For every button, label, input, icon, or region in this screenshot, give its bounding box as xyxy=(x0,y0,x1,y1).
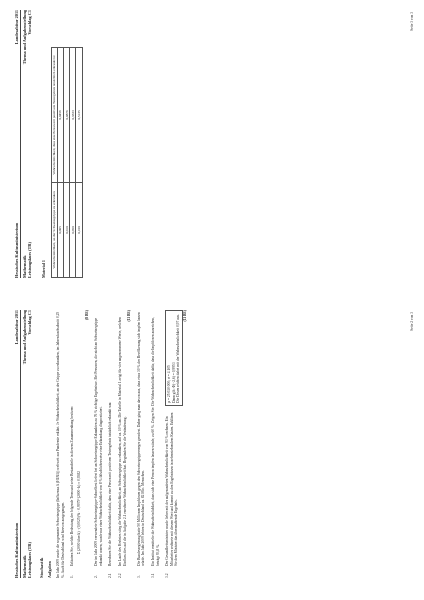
task-1 xyxy=(70,310,89,578)
table-cell: 0,005 xyxy=(57,183,63,278)
task-2 xyxy=(94,310,103,578)
box-line: µ = 25 010 000; σ = 4 105 xyxy=(167,365,172,403)
task-number: 3.1 xyxy=(150,573,155,578)
task-3-1 xyxy=(151,310,160,578)
task-text: Der Gesundheitsminister wurde lieber mit der aufgerundeten Wahrscheinlichkeit von 93 % rechnen. Ein Mitarbeiter rechnete mit diesem Wert und kommt zu den Ergebnissen in nebenstehendem Kasten. Erklären Sie dem Minister das überraschende Ergebnis. xyxy=(165,412,179,566)
task-points: (11 BE) xyxy=(182,310,187,322)
task-3 xyxy=(137,310,146,578)
task-text: Im Laufe des Herbstes stieg die Wahrscheinlichkeit, an Schweinegrippe zu erkranken, auf ca. 10 % an. Die Tabelle in Material 1 zeigt für vier angenommene Werte, welchen Einfluss dies auf die in Aufgabe 2.1 errechnete Wahrscheinlichkeit hat. Begründen Sie die Veränderung. xyxy=(117,317,127,566)
subsection-title: Aufgaben xyxy=(46,561,52,578)
task-text: Der im Jahr 2009 verwendete Schweinegrippe-Schnelltest liefert bei an Schweinegrippe Erkrankten zu 76 % richtige Ergebnisse. Bei Personen, die nicht an Schweinegrippe erkrankt waren, wurde nur einer Wahrscheinlichkeit von 8 % fälschlicherweise eine Erkrankung diagnostiziert. xyxy=(94,317,103,566)
task-number: 2. xyxy=(94,575,99,578)
task-2-1 xyxy=(108,310,113,578)
subject-name: Mathematik xyxy=(22,555,28,578)
material-title: Material 1 xyxy=(41,260,46,278)
box-line: Dann gilt: Φ(−2,6) = 0,9953 xyxy=(171,362,176,403)
task-number: 2.1 xyxy=(108,573,113,578)
course-name: Leistungskurs (TR) xyxy=(27,542,33,578)
probability-table xyxy=(51,47,83,278)
subject-type: Thema und Aufgabenstellung xyxy=(22,10,28,65)
intro-paragraph: Im Jahr 2009 wurde die sogenannte Schweinegrippe (Influenza A (H1N1)) weltweit zur Pandemie erklärt. Je Wahrscheinlichkeit, an der Grippe zu erkranken, im Jahresdurchschnitt 0,25 %. Auch für Deutschland wird hiervon ausgegangen. xyxy=(56,311,65,578)
variant-name: Vorschlag C1 xyxy=(27,310,33,335)
task-number: 3. xyxy=(136,575,141,578)
subject-type: Thema und Aufgabenstellung xyxy=(22,310,28,365)
page-header xyxy=(14,310,33,578)
table-header-cell: Wahrscheinlichkeit, an der Schweinegrippe zu erkranken xyxy=(51,183,57,278)
task-text: Ein Institut ermittelte die Wahrscheinlichkeit, dass sich eine Person impfen lassen würde, zu 60 %. Zeigen Sie: Die Wahrscheinlichkeit dafür, dass die Impfdosen ausreichen, beträgt 93,8 %. xyxy=(150,317,160,566)
table-cell: 0,100 xyxy=(76,183,82,278)
table-cell: 0,010 xyxy=(64,183,70,278)
ministry-name: Hessisches Kultusministerium xyxy=(14,222,19,278)
task-formula: Σ (2000 über k) · (0,0025)^k · 0,9975^(2000−k) ≈ 0,9382 xyxy=(76,471,81,554)
table-row xyxy=(76,48,82,278)
task-text: Die Bundesregierung hatte 50 Millionen Impfdosen gegen den Schweinegrippeerreger geordert. Daher ging man davon aus, dass etwa 30 % der Bevölkerung sich impfen lassen würde. Im Jahr 2009 lebten in Deutschland ca. 82 Mio. Menschen. xyxy=(136,312,146,566)
task-text: Berechnen Sie die Wahrscheinlichkeit dafür, dass eine Person mit positivem Testergebnis tatsächlich erkrankt war. xyxy=(108,401,113,566)
exam-name: Landesabitur 2011 xyxy=(14,310,19,345)
task-points: (11 BE) xyxy=(127,310,132,322)
table-cell: 0,3333 xyxy=(70,48,76,183)
task-points: (8 BE) xyxy=(84,310,89,320)
calculation-box xyxy=(165,310,183,406)
ministry-name: Hessisches Kultusministerium xyxy=(14,522,19,578)
subject-name: Mathematik xyxy=(22,255,28,278)
table-cell: 0,050 xyxy=(70,183,76,278)
page-content xyxy=(40,310,192,578)
variant-name: Vorschlag C1 xyxy=(27,10,33,35)
task-2-2 xyxy=(118,310,132,578)
page-footer: Seite 2 von 3 xyxy=(410,312,414,331)
box-line: Die Dosen reichen dabei mit der Wahrscheinlichkeit 0,97 aus. xyxy=(176,314,181,403)
table-cell: 0,5135 xyxy=(76,48,82,183)
table-cell: 0,0456 xyxy=(57,48,63,183)
exam-name: Landesabitur 2011 xyxy=(14,10,19,45)
section-title: Stochastik xyxy=(39,557,44,578)
task-3-2 xyxy=(165,310,187,578)
page-content xyxy=(40,10,83,278)
course-name: Leistungskurs (TR) xyxy=(27,242,33,278)
table-header-cell: Wahrscheinlichkeit, dass eine Person mit positivem Testergebnis tatsächlich erkrankt ist xyxy=(51,48,57,183)
table-cell: 0,0876 xyxy=(64,48,70,183)
task-number: 1. xyxy=(70,575,75,578)
task-number: 3.2 xyxy=(165,573,170,578)
task-text: Erläutern Sie, welche Bedeutung der folgende Term und seine Bestandteile in diesem Zusammenhang besitzen: xyxy=(70,405,75,566)
page-header xyxy=(14,10,33,278)
page-footer: Seite 3 von 3 xyxy=(410,12,414,31)
task-number: 2.2 xyxy=(117,573,122,578)
document-page-2 xyxy=(0,300,424,600)
